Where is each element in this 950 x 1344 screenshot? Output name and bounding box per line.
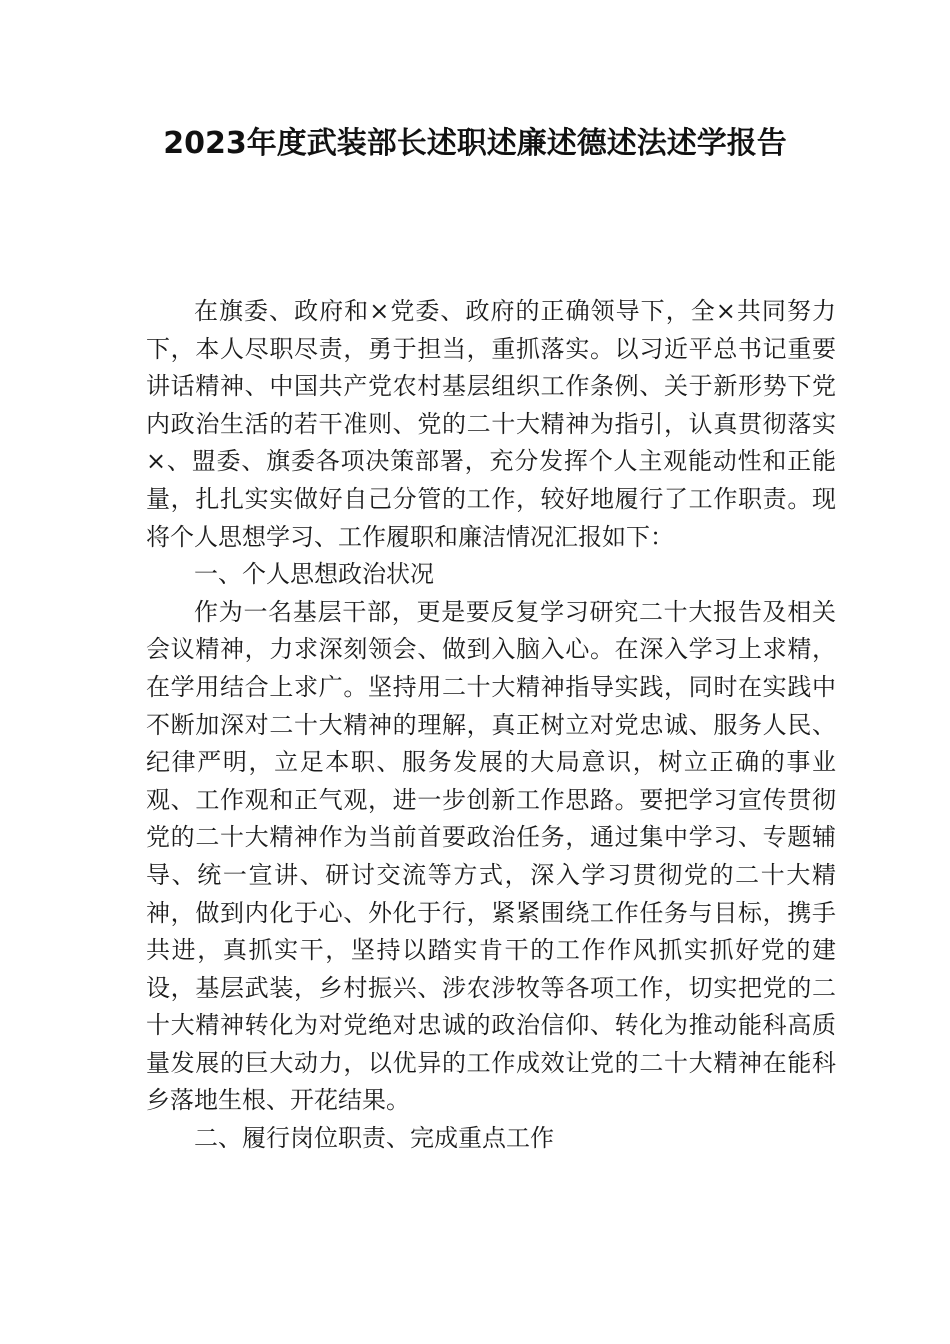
document-body: [146, 293, 836, 1158]
paragraph-intro: 在旗委、政府和×党委、政府的正确领导下，全×共同努力下，本人尽职尽责，勇于担当，重抓落实。以习近平总书记重要讲话精神、中国共产党农村基层组织工作条例、关于新形势下党内政治生活的若干准则、党的二十大精神为指引，认真贯彻落实×、盟委、旗委各项决策部署，充分发挥个人主观能动性和正能量，扎扎实实做好自己分管的工作，较好地履行了工作职责。现将个人思想学习、工作履职和廉洁情况汇报如下：: [146, 297, 836, 551]
section-heading-1: 一、个人思想政治状况: [194, 560, 434, 589]
paragraph-section-1: 作为一名基层干部，更是要反复学习研究二十大报告及相关会议精神，力求深刻领会、做到入脑入心。在深入学习上求精，在学用结合上求广。坚持用二十大精神指导实践，同时在实践中不断加深对二十大精神的理解，真正树立对党忠诚、服务人民、纪律严明，立足本职、服务发展的大局意识，树立正确的事业观、工作观和正气观，进一步创新工作思路。要把学习宣传贯彻党的二十大精神作为当前首要政治任务，通过集中学习、专题辅导、统一宣讲、研讨交流等方式，深入学习贯彻党的二十大精神，做到内化于心、外化于行，紧紧围绕工作任务与目标，携手共进，真抓实干，坚持以踏实肯干的工作作风抓实抓好党的建设，基层武装，乡村振兴、涉农涉牧等各项工作，切实把党的二十大精神转化为对党绝对忠诚的政治信仰、转化为推动能科高质量发展的巨大动力，以优异的工作成效让党的二十大精神在能科乡落地生根、开花结果。: [146, 597, 836, 1115]
section-heading-2: 二、履行岗位职责、完成重点工作: [194, 1124, 554, 1153]
document-title: 2023年度武装部长述职述廉述德述法述学报告: [163, 126, 787, 161]
